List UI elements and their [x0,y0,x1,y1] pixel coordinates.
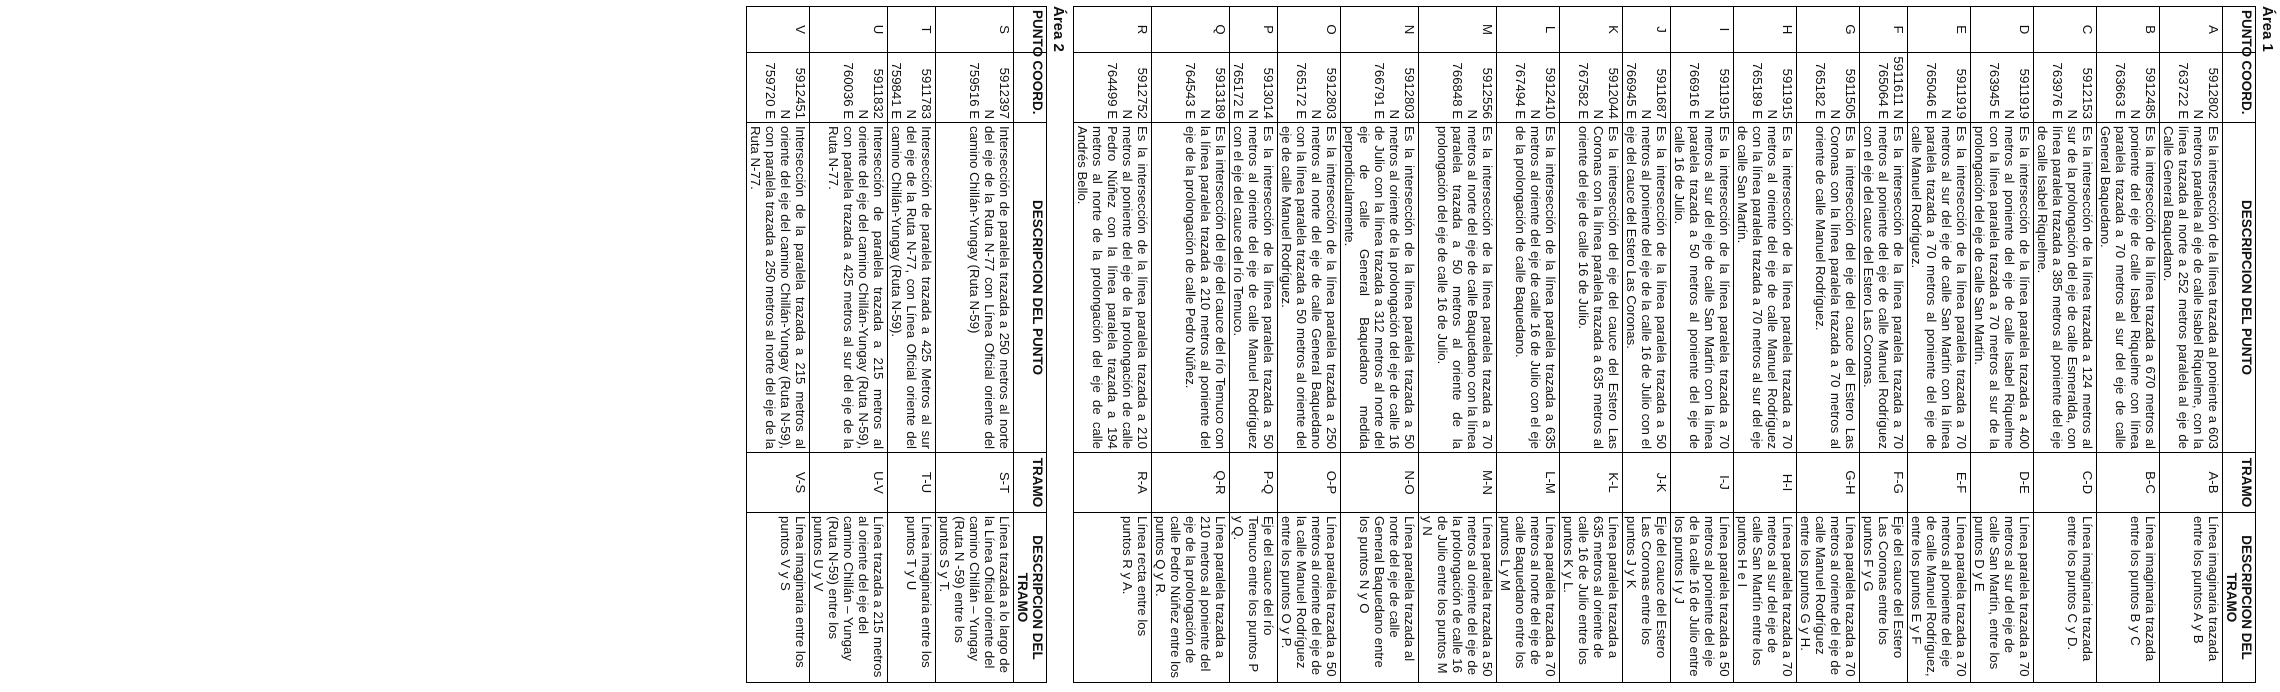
segment-label-text: G-H [1843,470,1858,495]
table-row [1623,7,1671,683]
table-row [1230,7,1278,683]
point-description-text: Es la intersección de la línea paralela trazada a 400 metros al poniente del eje de calle Isabel Riquelme con la línea paralela trazada a 70 metros al sur de la prolongación del eje de calle San Martín. [1972,126,2032,449]
segment-label-text: J-K [1654,472,1669,493]
area-1-table [1073,6,2256,683]
point-coordinates [1419,53,1497,123]
segment-description [1278,513,1341,683]
area-2-title: Área 2 [1050,6,1067,52]
header-coord: COORD. [1014,53,1047,123]
segment-description-text: Eje del cauce del río Temuco entre los puntos P y Q. [1231,516,1276,672]
point-description [1497,123,1560,453]
point-coordinates-text: 5912451 N [778,67,808,119]
point-coordinates-text: 5912410 N [1528,67,1558,119]
segment-description [1074,513,1152,683]
segment-description-text: Línea paralela trazada al norte del eje de calle General Baquedano entre los puntos N y O [1357,516,1417,668]
segment-description [1623,513,1671,683]
segment-label-text: K-L [1606,472,1621,493]
point-description [888,123,936,453]
segment-label-text: I-J [1717,475,1732,490]
point-coordinates [1797,53,1860,123]
segment-label-text: H-I [1780,473,1795,492]
point-coordinates-text: 5912803 N [1387,67,1417,119]
segment-description [1341,513,1419,683]
point-label [1560,7,1623,53]
point-coordinates [1908,53,1971,123]
point-label-text: A [2206,25,2221,34]
point-coordinates [1734,53,1797,123]
table-row [1419,7,1497,683]
point-coordinates [1560,53,1623,123]
point-coordinates-text: 765064 E [1876,62,1891,119]
segment-label [2097,453,2160,513]
point-label-text: F [1891,25,1906,34]
header-tramo: TRAMO [1014,453,1047,513]
segment-label [936,453,1014,513]
point-label [2097,7,2160,53]
table-row [1341,7,1419,683]
area-2-table [746,6,1047,683]
point-coordinates-text: 764499 E [1105,62,1120,119]
segment-description [936,513,1014,683]
table-row [1497,7,1560,683]
point-description-text: Es la intersección de la línea paralela trazada a 50 metros al oriente del eje de calle Manuel Rodríguez con el eje del cauce del río Temuco. [1231,126,1276,449]
segment-description [1560,513,1623,683]
point-coordinates [1074,53,1152,123]
table-row [2160,7,2223,683]
point-description [2160,123,2223,453]
point-coordinates-text: 763722 E [2176,62,2191,119]
segment-description [747,513,810,683]
point-label [1341,7,1419,53]
point-description-text: Es la intersección de la línea trazada a 670 metros al poniente del eje de calle Isabel Riquelme con línea paralela trazada a 70 metros al sur del eje de calle General Baquedano. [2098,126,2158,449]
segment-description-text: Línea imaginaria entre los puntos T y U [904,516,934,668]
segment-label [810,453,888,513]
table-row [2097,7,2160,683]
point-description [1971,123,2034,453]
point-description [1419,123,1497,453]
point-coordinates-text: 764543 E [1183,62,1198,119]
segment-label [1797,453,1860,513]
segment-label-text: R-A [1135,471,1150,494]
segment-label [1971,453,2034,513]
segment-description [1230,513,1278,683]
segment-description [2160,513,2223,683]
point-coordinates [2097,53,2160,123]
point-description [1278,123,1341,453]
point-description-text: Intersección de paralela trazada a 250 metros al norte del eje de la Ruta N-77 con Línea Oficial oriente del camino Chillán-Yungay (Ruta N-59) [967,126,1012,449]
point-coordinates [747,53,810,123]
point-label [1908,7,1971,53]
segment-label-text: B-C [2143,471,2158,494]
segment-label-text: F-G [1891,471,1906,494]
point-description-text: Es la intersección de la línea paralela trazada a 635 metros al oriente del eje de calle 16 de Julio con el eje de la prolongación de calle Baquedano. [1513,126,1558,449]
table-row [2034,7,2097,683]
point-coordinates-text: 5912153 N [2065,67,2095,119]
segment-label [2160,453,2223,513]
area-1-header-row [2223,7,2256,683]
table-row [1797,7,1860,683]
point-label [1152,7,1230,53]
point-description [810,123,888,453]
point-coordinates-text: 5911915 N [1702,68,1732,119]
segment-label [888,453,936,513]
point-coordinates [1497,53,1560,123]
table-row [1971,7,2034,683]
segment-label-text: S-T [997,471,1012,494]
segment-description-text: Línea trazada a 215 metros al oriente del eje del camino Chillán – Yungay (Ruta N-59) entre los puntos U y V [811,516,886,678]
header-coord: COORD. [2223,53,2256,123]
point-coordinates-text: 5911611 N [1891,56,1906,119]
segment-label-text: Q-R [1213,470,1228,495]
point-coordinates-text: 767582 E [1576,62,1591,119]
point-description [936,123,1014,453]
segment-description-text: Línea imaginaria trazada entre los puntos B y C [2128,516,2158,662]
point-label [1671,7,1734,53]
table-row [1152,7,1230,683]
segment-description-text: Línea paralela trazada a 70 metros al norte del eje de calle Baquedano entre los puntos L y M [1498,516,1558,677]
point-coordinates [2034,53,2097,123]
segment-description [1671,513,1734,683]
table-row [936,7,1014,683]
point-label-text: D [2017,24,2032,35]
point-coordinates-text: 5912556 N [1465,67,1495,119]
point-coordinates-text: 5912044 N [1591,67,1621,119]
segment-label [1497,453,1560,513]
point-label-text: I [1717,27,1732,32]
point-description [1671,123,1734,453]
point-description-text: Es la intersección de la línea trazada al poniente a 603 metros paralela al eje de calle Isabel Riquelme, con la línea trazada al norte a 252 metros paralela al eje de Calle General Baquedano. [2161,126,2221,449]
segment-description-text: Línea imaginaria trazada entre los puntos A y B [2191,516,2221,662]
header-descripcion-punto: DESCRIPCION DEL PUNTO [2223,123,2256,453]
point-coordinates-text: 765189 E [1750,62,1765,119]
point-coordinates-text: 5912397 N [982,67,1012,119]
point-coordinates-text: 5912485 N [2128,67,2158,119]
header-punto: PUNTO [1014,7,1047,53]
point-description [1860,123,1908,453]
point-label [1971,7,2034,53]
area-2-body [747,7,1014,683]
point-label-text: T [919,25,934,34]
segment-description [1497,513,1560,683]
point-label-text: R [1135,24,1150,35]
point-coordinates-text: 5911915 N [1765,68,1795,119]
point-coordinates [1671,53,1734,123]
table-row [747,7,810,683]
point-label-text: O [1324,24,1339,35]
point-coordinates [1341,53,1419,123]
point-description [1074,123,1152,453]
segment-label-text: T-U [919,471,934,494]
point-coordinates-text: 5911687 N [1639,68,1669,119]
point-label [1497,7,1560,53]
point-description-text: Es la intersección del eje del cauce del río Temuco con la línea paralela trazada a 210 metros al poniente del eje de la prolongación de calle Pedro Núñez. [1183,126,1228,449]
point-coordinates-text: 759516 E [967,62,982,119]
point-description [1734,123,1797,453]
segment-description-text: Línea paralela trazada a 70 metros al sur del eje de calle San Martín entre los puntos H e I [1735,516,1795,677]
point-coordinates [1971,53,2034,123]
point-description-text: Intersección de la paralela trazada a 215 metros al oriente del eje del camino Chillán-Yungay (Ruta N-59), con paralela trazada a 250 metros al norte del eje de la Ruta N-77. [748,126,808,449]
point-coordinates-text: 5911783 N [904,68,934,119]
segment-label [1152,453,1230,513]
point-description-text: Intersección de paralela trazada a 215 metros al oriente del eje del camino Chillán-Yungay (Ruta N-59), con paralela trazada a 425 metros al sur del eje de la Ruta N-77. [826,126,886,449]
point-description [1797,123,1860,453]
point-label-text: L [1543,25,1558,34]
segment-label [747,453,810,513]
table-row [1278,7,1341,683]
point-coordinates-text: 5912752 N [1120,67,1150,119]
point-description-text: Es la intersección de la línea paralela trazada a 70 metros al sur del eje de calle San Martín con la línea paralela trazada a 50 metros al poniente del eje de calle 16 de Julio. [1672,126,1732,449]
point-description-text: Es la intersección de la línea paralela trazada a 250 metros al norte del eje de calle General Baquedano con la línea paralela trazada a 50 metros al oriente del eje de calle Manuel Rodríguez. [1279,126,1339,449]
segment-label-text: L-M [1543,471,1558,494]
point-coordinates [1623,53,1671,123]
point-coordinates-text: 760036 E [841,62,856,119]
segment-description-text: Línea imaginaria entre los puntos V y S [778,516,808,668]
point-coordinates [1278,53,1341,123]
segment-description [1797,513,1860,683]
point-label [1734,7,1797,53]
point-label-text: G [1843,24,1858,35]
segment-description-text: Línea paralela trazada a 70 metros al sur del eje de calle San Martín, entre los puntos D y E [1972,516,2032,677]
point-coordinates [2160,53,2223,123]
point-coordinates [888,53,936,123]
segment-label-text: N-O [1402,470,1417,495]
segment-description-text: Línea paralela trazada a 70 metros al oriente del eje de calle Manuel Rodríguez entre los puntos G y H. [1798,516,1858,677]
point-coordinates-text: 5913014 N [1246,67,1276,119]
table-row [1734,7,1797,683]
point-coordinates-text: 766848 E [1450,62,1465,119]
point-label [1074,7,1152,53]
segment-description-text: Línea imaginaria trazada entre los puntos C y D. [2065,516,2095,662]
point-label-text: K [1606,25,1621,34]
segment-label-text: M-N [1480,470,1495,495]
point-label-text: M [1480,24,1495,35]
point-description-text: Intersección de paralela trazada a 425 Metros al sur del eje de la Ruta N-77, con Línea Oficial oriente del camino Chillán-Yungay (Ruta N-59). [889,126,934,449]
segment-description [1860,513,1908,683]
point-label [936,7,1014,53]
point-label-text: E [1954,25,1969,34]
table-row [1560,7,1623,683]
point-label [1797,7,1860,53]
point-coordinates-text: 5913189 N [1198,67,1228,119]
point-label-text: H [1780,24,1795,35]
header-descripcion-punto: DESCRIPCION DEL PUNTO [1014,123,1047,453]
point-description-text: Es la intersección de la línea paralela trazada a 210 metros al poniente del eje de la prolongación de calle Pedro Núñez con la línea paralela trazada a 194 metros al norte de la prolongación del eje de calle Andrés Bello. [1075,126,1150,449]
segment-label-text: P-Q [1261,470,1276,495]
segment-label [1074,453,1152,513]
point-label-text: N [1402,24,1417,35]
segment-label-text: D-E [2017,471,2032,494]
point-label-text: C [2080,24,2095,35]
table-row [1671,7,1734,683]
segment-description-text: Eje del cauce del Estero Las Coronas entre los puntos J y K [1624,516,1669,659]
segment-description-text: Línea paralela trazada a 70 metros al poniente del eje de calle Manuel Rodríguez, entre los puntos E y F [1909,516,1969,677]
point-description-text: Es la intersección de la línea paralela trazada a 70 metros al oriente del eje de calle Manuel Rodríguez con la línea paralela trazada a 70 metros al sur del eje de calle San Martín. [1735,126,1795,449]
table-row [810,7,888,683]
point-description-text: Es la intersección de la línea paralela trazada a 70 metros al sur del eje de calle San Martín con la línea paralela trazada a 70 metros al poniente del eje de calle Manuel Rodríguez. [1909,126,1969,449]
point-label-text: B [2143,25,2158,34]
point-label [747,7,810,53]
segment-label [1230,453,1278,513]
segment-label [2034,453,2097,513]
segment-label [1734,453,1797,513]
header-descripcion-tramo: DESCRIPCION DEL TRAMO [2223,513,2256,683]
point-label-text: J [1654,26,1669,33]
point-label-text: U [871,24,886,35]
segment-label [1860,453,1908,513]
point-coordinates-text: 5912802 N [2191,67,2221,119]
point-coordinates-text: 765182 E [1813,62,1828,119]
segment-description [810,513,888,683]
point-coordinates-text: 5911919 N [2002,68,2032,119]
point-coordinates-text: 766791 E [1372,62,1387,119]
point-coordinates-text: 759720 E [763,62,778,119]
header-tramo: TRAMO [2223,453,2256,513]
point-coordinates-text: 766916 E [1687,62,1702,119]
point-description [747,123,810,453]
segment-description [1734,513,1797,683]
segment-description-text: Línea paralela trazada a 210 metros al poniente del eje de la prolongación de calle Pedro Núñez entre los puntos Q y R. [1153,516,1228,679]
point-description [1152,123,1230,453]
point-coordinates [1230,53,1278,123]
point-coordinates-text: 765172 E [1294,62,1309,119]
segment-label-text: V-S [793,471,808,494]
header-descripcion-tramo: DESCRIPCION DEL TRAMO [1014,513,1047,683]
table-row [888,7,936,683]
segment-description-text: Línea paralela trazada a 635 metros al oriente de calle 16 de Julio entre los puntos K y L. [1561,516,1621,665]
point-description-text: Es la intersección del eje del cauce del Estero Las Coronas con la línea paralela trazada a 70 metros al oriente de calle Manuel Rodríguez. [1813,126,1858,449]
point-description-text: Es la intersección de la línea paralela trazada a 50 metros al oriente de la prolongación del eje de calle 16 de Julio con la línea trazada a 312 metros al norte del eje de calle General Baquedano medida perpendicularmente. [1342,126,1417,449]
segment-description [1908,513,1971,683]
point-label-text: Q [1213,24,1228,35]
area-1-body [1074,7,2223,683]
segment-label-text: U-V [871,471,886,494]
area-2-header-row [1014,7,1047,683]
point-coordinates-text: 763663 E [2113,62,2128,119]
segment-description-text: Línea paralela trazada a 50 metros al oriente del eje de la prolongación de calle 16 de Julio entre los puntos M y N [1420,516,1495,677]
segment-description [1152,513,1230,683]
segment-label [1278,453,1341,513]
segment-label-text: A-B [2206,471,2221,494]
segment-label [1623,453,1671,513]
segment-label [1341,453,1419,513]
segment-description-text: Línea trazada a lo largo de la Línea Oficial oriente del camino Chillán – Yungay (Ruta N -59) entre los puntos S y T. [937,516,1012,673]
segment-description-text: Eje del cauce del Estero Las Coronas entre los puntos F y G [1861,516,1906,659]
point-coordinates-text: 5911919 N [1939,68,1969,119]
point-coordinates-text: 763945 E [1987,62,2002,119]
point-label [1419,7,1497,53]
segment-description [2097,513,2160,683]
point-label [810,7,888,53]
point-description-text: Es la intersección de la línea paralela trazada a 70 metros al poniente del eje de calle Manuel Rodríguez con el eje del cauce del Estero Las Coronas. [1861,126,1906,449]
segment-description-text: Línea paralela trazada a 50 metros al oriente del eje de la calle Manuel Rodríguez entre los puntos O y P. [1279,516,1339,677]
point-label-text: P [1261,25,1276,34]
point-label [1860,7,1908,53]
point-description [1623,123,1671,453]
segment-label [1419,453,1497,513]
point-description-text: Es la intersección de la línea paralela trazada a 70 metros al norte del eje de calle Baquedano con la línea paralela trazada a 50 metros al oriente de la prolongación del eje de calle 16 de Julio. [1435,126,1495,449]
segment-description-text: Línea paralela trazada a 50 metros al poniente del eje de la calle 16 de Julio entre los puntos I y J [1672,516,1732,677]
point-coordinates [936,53,1014,123]
point-label [1230,7,1278,53]
point-coordinates-text: 759841 E [889,62,904,119]
segment-description [1971,513,2034,683]
point-coordinates [1152,53,1230,123]
point-label-text: S [997,25,1012,34]
segment-description [1419,513,1497,683]
point-description-text: Es la intersección de la línea paralela trazada a 50 metros al poniente del eje de la calle 16 de Julio con el eje del cauce del Estero Las Coronas. [1624,126,1669,449]
segment-label [1560,453,1623,513]
area-1-title: Área 1 [2259,6,2276,52]
point-description [1341,123,1419,453]
segment-description-text: Línea recta entre los puntos R y A. [1120,516,1150,637]
point-coordinates [1860,53,1908,123]
point-description-text: Es la intersección del eje del cauce del Estero Las Coronas con la línea paralela trazada a 635 metros al oriente del eje de calle 16 de Julio. [1576,126,1621,449]
segment-label-text: C-D [2080,470,2095,495]
segment-label [1908,453,1971,513]
header-punto: PUNTO [2223,7,2256,53]
point-label [888,7,936,53]
point-coordinates-text: 766945 E [1624,62,1639,119]
point-label [1278,7,1341,53]
point-coordinates-text: 765046 E [1924,62,1939,119]
point-description-text: Es la intersección de la línea trazada a 124 metros al sur de la prolongación del eje de calle Esmeralda, con línea paralela trazada a 385 metros al poniente del eje de calle Isabel Riquelme. [2035,126,2095,449]
table-row [1908,7,1971,683]
point-coordinates [810,53,888,123]
table-row [1860,7,1908,683]
segment-description [888,513,936,683]
point-label [2160,7,2223,53]
point-description [1908,123,1971,453]
segment-label-text: O-P [1324,470,1339,495]
point-description [1230,123,1278,453]
segment-description [2034,513,2097,683]
point-description [1560,123,1623,453]
point-label [1623,7,1671,53]
point-description [2097,123,2160,453]
point-coordinates-text: 763976 E [2050,62,2065,119]
point-coordinates-text: 5912803 N [1309,67,1339,119]
segment-label-text: E-F [1954,471,1969,494]
point-coordinates-text: 765172 E [1231,62,1246,119]
segment-label [1671,453,1734,513]
point-coordinates-text: 5911832 N [856,68,886,119]
point-label [2034,7,2097,53]
table-row [1074,7,1152,683]
point-label-text: V [793,25,808,34]
point-coordinates-text: 767494 E [1513,62,1528,119]
point-description [2034,123,2097,453]
point-coordinates-text: 5911505 N [1828,68,1858,119]
